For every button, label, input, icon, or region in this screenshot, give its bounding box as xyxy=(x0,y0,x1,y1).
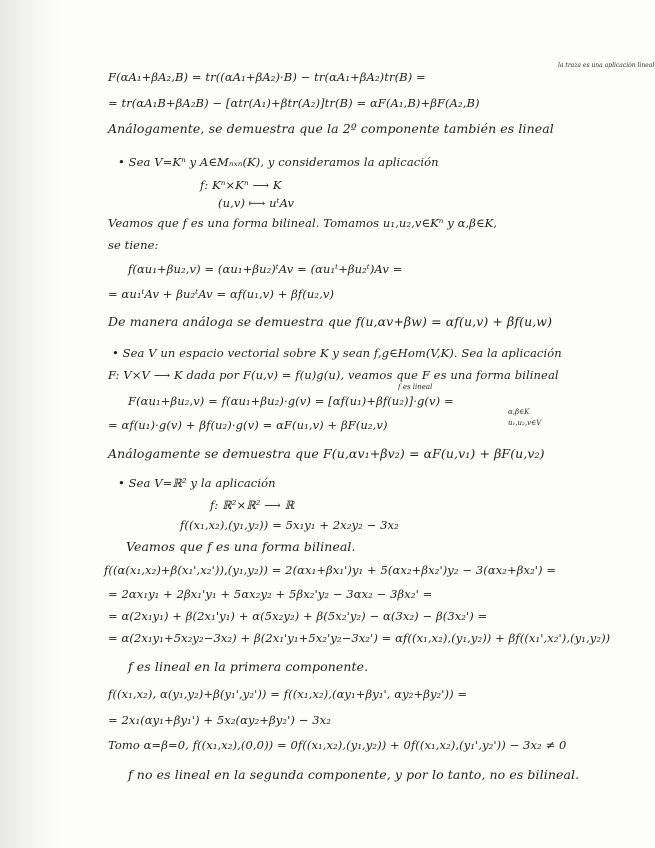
eq-line-6: (u,v) ⟼ uᵗAv xyxy=(218,196,295,210)
text-line-17: • Sea V=ℝ² y la aplicación xyxy=(118,476,276,490)
text-line-20: Veamos que f es una forma bilineal. xyxy=(126,539,356,554)
text-line-12: • Sea V un espacio vectorial sobre K y sean f,g∈Hom(V,K). Sea la aplicación xyxy=(112,346,562,360)
text-line-8: se tiene: xyxy=(108,238,159,252)
eq-line-21: f((α(x₁,x₂)+β(x₁',x₂')),(y₁,y₂)) = 2(αx₁+βx₁')y₁ + 5(αx₂+βx₂')y₂ − 3(αx₂+βx₂') = xyxy=(104,563,557,577)
note-trace-linear: la traza es una aplicación lineal xyxy=(558,62,655,69)
eq-line-24: = α(2x₁y₁+5x₂y₂−3x₂) + β(2x₁'y₁+5x₂'y₂−3x₂') = αf((x₁,x₂),(y₁,y₂)) + βf((x₁',x₂'),(y₁,y₂)) xyxy=(108,631,611,645)
eq-line-19: f((x₁,x₂),(y₁,y₂)) = 5x₁y₁ + 2x₂y₂ − 3x₂ xyxy=(180,518,399,532)
eq-line-15: = αf(u₁)·g(v) + βf(u₂)·g(v) = αF(u₁,v) + βF(u₂,v) xyxy=(108,418,388,432)
eq-line-5: f: Kⁿ×Kⁿ ⟶ K xyxy=(200,178,282,192)
page-edge-shadow xyxy=(0,0,60,848)
text-line-4: • Sea V=Kⁿ y A∈Mₙₓₙ(K), y consideramos la aplicación xyxy=(118,155,439,169)
text-line-29: f no es lineal en la segunda componente, y por lo tanto, no es bilineal. xyxy=(128,767,580,782)
eq-line-22: = 2αx₁y₁ + 2βx₁'y₁ + 5αx₂y₂ + 5βx₂'y₂ − 3αx₂ − 3βx₂' = xyxy=(108,587,433,601)
text-line-13: F: V×V ⟶ K dada por F(u,v) = f(u)g(u), veamos que F es una forma bilineal xyxy=(108,368,559,382)
note-f-lineal: f es lineal xyxy=(398,383,433,391)
text-line-11: De manera análoga se demuestra que f(u,αv+βw) = αf(u,v) + βf(u,w) xyxy=(108,314,553,329)
eq-line-2: = tr(αA₁B+βA₂B) − [αtr(A₁)+βtr(A₂)]tr(B) = αF(A₁,B)+βF(A₂,B) xyxy=(108,96,480,110)
text-line-7: Veamos que f es una forma bilineal. Tomamos u₁,u₂,v∈Kⁿ y α,β∈K, xyxy=(108,216,498,230)
text-line-25: f es lineal en la primera componente. xyxy=(128,659,369,674)
eq-line-23: = α(2x₁y₁) + β(2x₁'y₁) + α(5x₂y₂) + β(5x₂'y₂) − α(3x₂) − β(3x₂') = xyxy=(108,609,488,623)
eq-line-27: = 2x₁(αy₁+βy₁') + 5x₂(αy₂+βy₂') − 3x₂ xyxy=(108,713,331,727)
eq-line-1: F(αA₁+βA₂,B) = tr((αA₁+βA₂)·B) − tr(αA₁+βA₂)tr(B) = xyxy=(108,70,426,84)
eq-line-28: Tomo α=β=0, f((x₁,x₂),(0,0)) = 0f((x₁,x₂),(y₁,y₂)) + 0f((x₁,x₂),(y₁',y₂')) − 3x₂ ≠ 0 xyxy=(108,738,567,752)
eq-line-18: f: ℝ²×ℝ² ⟶ ℝ xyxy=(210,498,295,512)
eq-line-26: f((x₁,x₂), α(y₁,y₂)+β(y₁',y₂')) = f((x₁,x₂),(αy₁+βy₁', αy₂+βy₂')) = xyxy=(108,687,468,701)
eq-line-9: f(αu₁+βu₂,v) = (αu₁+βu₂)ᵗAv = (αu₁ᵗ+βu₂ᵗ)Av = xyxy=(128,262,403,276)
text-line-16: Análogamente se demuestra que F(u,αv₁+βv₂) = αF(u,v₁) + βF(u,v₂) xyxy=(108,446,545,461)
note-scalars: α,β∈K xyxy=(508,408,530,416)
text-line-3: Análogamente, se demuestra que la 2º componente también es lineal xyxy=(108,121,554,136)
note-vectors: u₁,u₂,v∈V xyxy=(508,419,542,427)
eq-line-10: = αu₁ᵗAv + βu₂ᵗAv = αf(u₁,v) + βf(u₂,v) xyxy=(108,287,335,301)
eq-line-14: F(αu₁+βu₂,v) = f(αu₁+βu₂)·g(v) = [αf(u₁)+βf(u₂)]·g(v) = xyxy=(128,394,454,408)
